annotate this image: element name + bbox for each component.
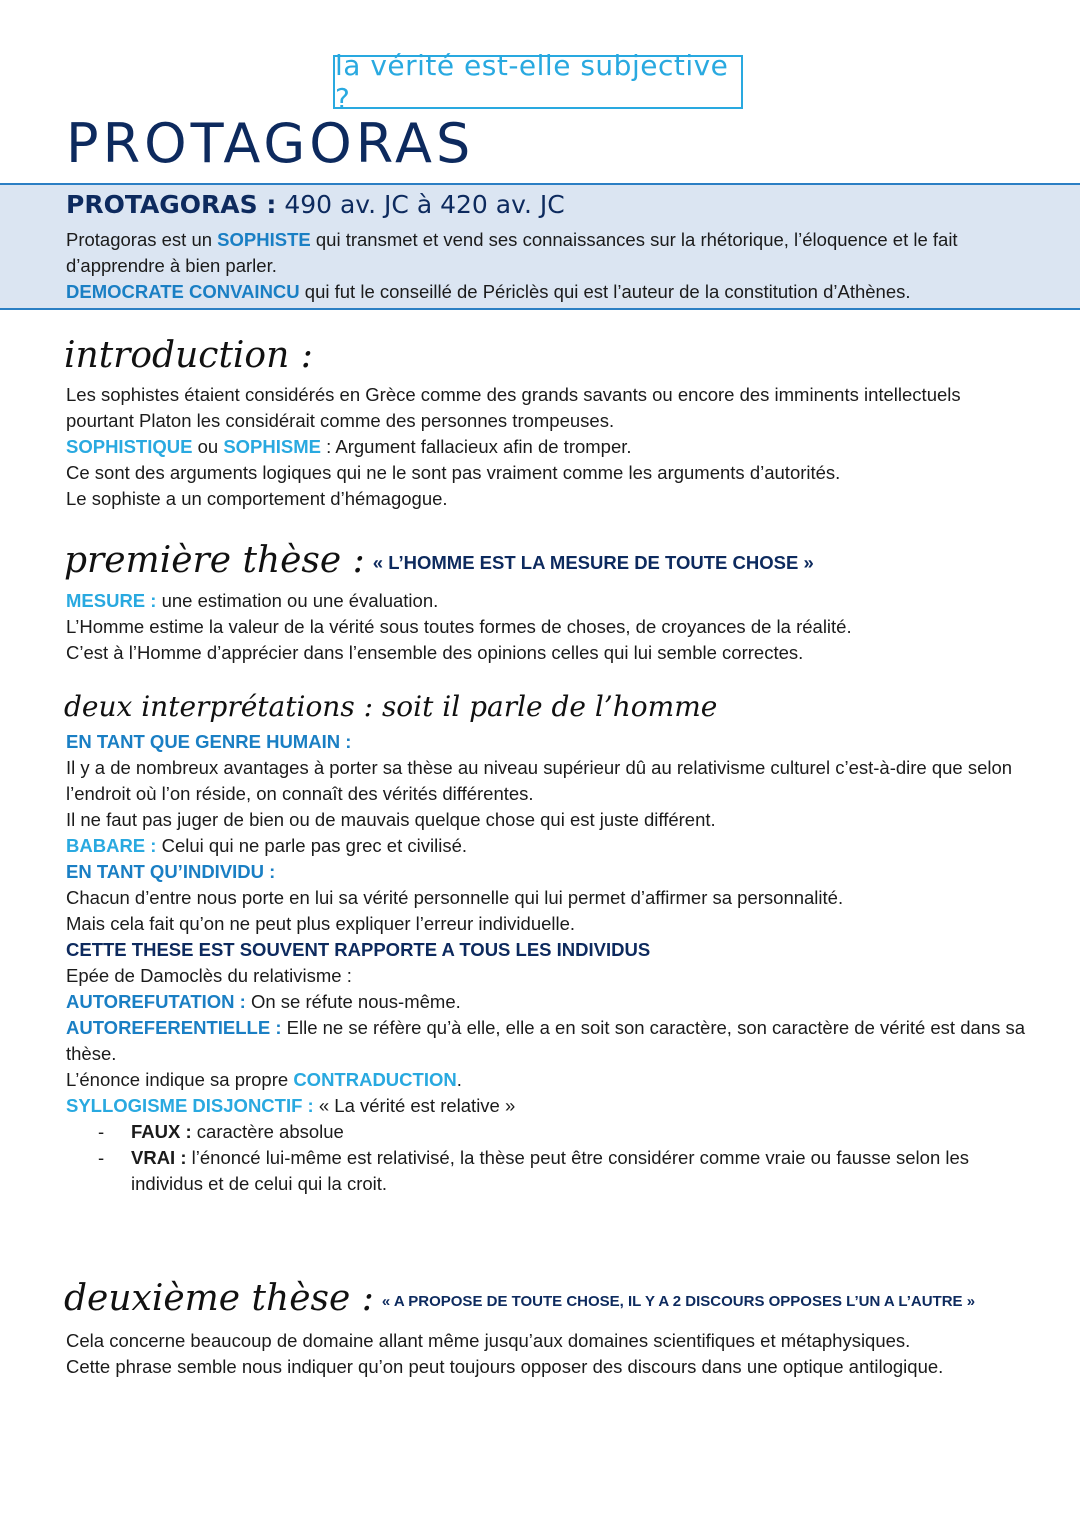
bio-dates: 490 av. JC à 420 av. JC bbox=[284, 190, 565, 219]
highlighted-term: VRAI : bbox=[131, 1147, 187, 1168]
paragraph-line bbox=[66, 729, 1026, 755]
highlighted-term: SOPHISTE bbox=[217, 229, 311, 250]
highlighted-term: EN TANT QUE GENRE HUMAIN : bbox=[66, 731, 352, 752]
text-run: une estimation ou une évaluation. bbox=[156, 590, 439, 611]
text-run: Mais cela fait qu’on ne peut plus expliquer l’erreur individuelle. bbox=[66, 913, 576, 934]
highlighted-term: EN TANT QU’INDIVIDU : bbox=[66, 861, 276, 882]
paragraph-line bbox=[66, 1328, 1026, 1354]
paragraph-line bbox=[66, 1015, 1026, 1067]
text-run: Il y a de nombreux avantages à porter sa thèse au niveau supérieur dû au relativisme culturel c’est-à-dire que selon l’endroit où l’on réside, on connaît des vérités différentes. bbox=[66, 757, 1013, 804]
paragraph-line bbox=[66, 614, 1026, 640]
heading-text: deux interprétations : soit il parle de l’homme bbox=[64, 690, 718, 723]
paragraph-line bbox=[66, 460, 1026, 486]
text-run: . bbox=[456, 1069, 462, 1090]
text-run: « La vérité est relative » bbox=[313, 1095, 516, 1116]
thesis-quote: « A PROPOSE DE TOUTE CHOSE, IL Y A 2 DISCOURS OPPOSES L’UN A L’AUTRE » bbox=[381, 1292, 976, 1310]
bio-heading bbox=[66, 190, 565, 219]
text-run: Il ne faut pas juger de bien ou de mauvais quelque chose qui est juste différent. bbox=[66, 809, 716, 830]
text-run: C’est à l’Homme d’apprécier dans l’ensemble des opinions celles qui lui semble correctes. bbox=[66, 642, 804, 663]
list-item bbox=[66, 1119, 1026, 1145]
heading-text: introduction : bbox=[64, 335, 313, 376]
paragraph-line bbox=[66, 885, 1026, 911]
text-run: : Argument fallacieux afin de tromper. bbox=[320, 436, 632, 457]
question-box: la vérité est-elle subjective ? bbox=[333, 55, 743, 109]
text-run: Cela concerne beaucoup de domaine allant même jusqu’aux domaines scientifiques et métaphysiques. bbox=[66, 1330, 911, 1351]
paragraph-line bbox=[66, 1354, 1026, 1380]
section-body bbox=[66, 1328, 1026, 1380]
text-run: Protagoras est un bbox=[66, 229, 218, 250]
paragraph-line bbox=[66, 963, 1026, 989]
paragraph-line bbox=[66, 859, 1026, 885]
bio-text bbox=[66, 227, 1026, 305]
paragraph-line bbox=[66, 755, 1026, 807]
section-heading bbox=[64, 335, 313, 376]
highlighted-term: FAUX : bbox=[131, 1121, 192, 1142]
heading-text: première thèse : bbox=[64, 540, 365, 581]
paragraph-line bbox=[66, 486, 1026, 512]
text-run: On se réfute nous-même. bbox=[245, 991, 461, 1012]
section-heading bbox=[64, 540, 814, 581]
paragraph-line bbox=[66, 434, 1026, 460]
text-run: L’Homme estime la valeur de la vérité sous toutes formes de choses, de croyances de la réalité. bbox=[66, 616, 852, 637]
paragraph-line bbox=[66, 1067, 1026, 1093]
list-item bbox=[66, 1145, 1026, 1197]
highlighted-term: DEMOCRATE CONVAINCU bbox=[66, 281, 300, 302]
text-run: Cette phrase semble nous indiquer qu’on peut toujours opposer des discours dans une optique antilogique. bbox=[66, 1356, 944, 1377]
section-heading bbox=[64, 690, 717, 723]
paragraph-line bbox=[66, 807, 1026, 833]
highlighted-term: CETTE THESE EST SOUVENT RAPPORTE A TOUS LES INDIVIDUS bbox=[66, 939, 651, 960]
bio-name: PROTAGORAS : bbox=[66, 190, 277, 219]
paragraph-line bbox=[66, 833, 1026, 859]
paragraph-line bbox=[66, 911, 1026, 937]
highlighted-term: CONTRADUCTION bbox=[293, 1069, 457, 1090]
paragraph-line bbox=[66, 640, 1026, 666]
text-run: Chacun d’entre nous porte en lui sa vérité personnelle qui lui permet d’affirmer sa personnalité. bbox=[66, 887, 844, 908]
text-run: qui transmet et vend ses connaissances sur la rhétorique, l’éloquence et le fait d’apprendre à bien parler. bbox=[66, 229, 958, 276]
section-heading bbox=[64, 1278, 975, 1319]
paragraph-line bbox=[66, 227, 1026, 279]
text-run: ou bbox=[192, 436, 224, 457]
paragraph-line bbox=[66, 1093, 1026, 1119]
thesis-quote: « L’HOMME EST LA MESURE DE TOUTE CHOSE » bbox=[372, 552, 814, 573]
highlighted-term: SOPHISME bbox=[223, 436, 321, 457]
highlighted-term: SOPHISTIQUE bbox=[66, 436, 193, 457]
highlighted-term: SYLLOGISME DISJONCTIF : bbox=[66, 1095, 314, 1116]
highlighted-term: MESURE : bbox=[66, 590, 157, 611]
section-body bbox=[66, 729, 1026, 1197]
section-body bbox=[66, 382, 1026, 512]
paragraph-line bbox=[66, 937, 1026, 963]
text-run: L’énonce indique sa propre bbox=[66, 1069, 294, 1090]
text-run: Epée de Damoclès du relativisme : bbox=[66, 965, 352, 986]
page-title: PROTAGORAS bbox=[66, 112, 475, 175]
paragraph-line bbox=[66, 279, 1026, 305]
highlighted-term: BABARE : bbox=[66, 835, 157, 856]
text-run: l’énoncé lui-même est relativisé, la thèse peut être considérer comme vraie ou fausse selon les individus et de celui qui la croit. bbox=[131, 1147, 970, 1194]
text-run: Ce sont des arguments logiques qui ne le sont pas vraiment comme les arguments d’autorités. bbox=[66, 462, 841, 483]
highlighted-term: AUTOREFUTATION : bbox=[66, 991, 246, 1012]
text-run: Les sophistes étaient considérés en Grèce comme des grands savants ou encore des imminents intellectuels pourtant Platon les considérait comme des personnes trompeuses. bbox=[66, 384, 961, 431]
section-body bbox=[66, 588, 1026, 666]
paragraph-line bbox=[66, 989, 1026, 1015]
heading-text: deuxième thèse : bbox=[64, 1278, 374, 1319]
paragraph-line bbox=[66, 382, 1026, 434]
text-run: Le sophiste a un comportement d’hémagogue. bbox=[66, 488, 448, 509]
text-run: Elle ne se réfère qu’à elle, elle a en soit son caractère, son caractère de vérité est dans sa thèse. bbox=[66, 1017, 1025, 1064]
text-run: caractère absolue bbox=[191, 1121, 344, 1142]
paragraph-line bbox=[66, 588, 1026, 614]
highlighted-term: AUTOREFERENTIELLE : bbox=[66, 1017, 282, 1038]
text-run: qui fut le conseillé de Périclès qui est l’auteur de la constitution d’Athènes. bbox=[299, 281, 911, 302]
text-run: Celui qui ne parle pas grec et civilisé. bbox=[156, 835, 467, 856]
